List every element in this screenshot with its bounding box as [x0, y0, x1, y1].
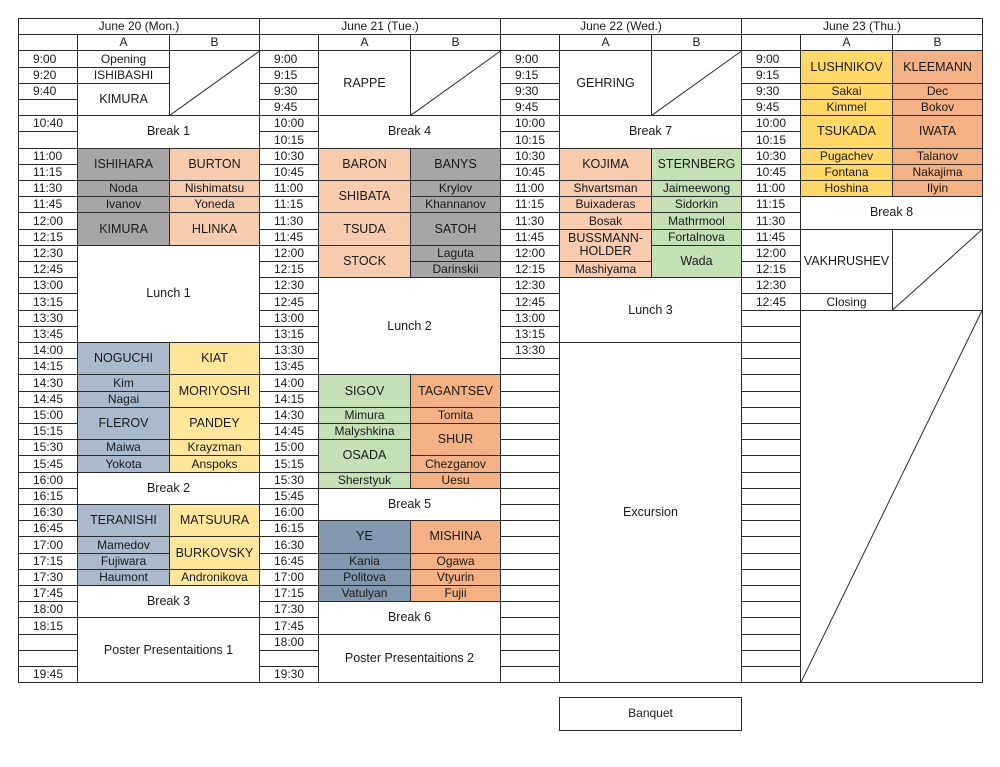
session-gehring: GEHRING [559, 50, 652, 116]
time-slot-empty [500, 634, 560, 651]
time-label: 16:30 [18, 504, 78, 521]
time-label: 13:00 [259, 310, 319, 327]
session-mashiyama: Mashiyama [559, 261, 652, 278]
session-shur: SHUR [410, 423, 501, 456]
time-label: 10:00 [741, 115, 801, 132]
day-header: June 22 (Wed.) [500, 18, 742, 35]
time-slot-empty [741, 374, 801, 391]
time-label: 17:15 [259, 585, 319, 602]
session-anspoks: Anspoks [169, 455, 260, 472]
time-label: 11:00 [18, 148, 78, 165]
time-label: 16:45 [259, 553, 319, 570]
time-label: 15:30 [18, 439, 78, 456]
session-iwata: IWATA [892, 115, 983, 148]
empty-slot [410, 50, 501, 116]
time-label: 13:00 [500, 310, 560, 327]
time-slot-empty [741, 536, 801, 553]
time-slot-empty [741, 472, 801, 489]
time-slot-empty [500, 553, 560, 570]
time-label: 12:45 [741, 293, 801, 310]
time-label: 9:15 [500, 67, 560, 84]
time-label: 10:00 [500, 115, 560, 132]
time-label: 11:15 [741, 196, 801, 213]
session-bussmann-holder: BUSSMANN- HOLDER [559, 229, 652, 262]
time-slot-empty [741, 310, 801, 327]
session-lunch-1: Lunch 1 [77, 245, 260, 343]
time-slot-empty [741, 326, 801, 343]
time-label: 9:00 [741, 50, 801, 67]
time-label: 14:45 [18, 391, 78, 408]
time-label: 11:15 [259, 196, 319, 213]
session-malyshkina: Malyshkina [318, 423, 411, 440]
time-label: 15:45 [18, 455, 78, 472]
session-shibata: SHIBATA [318, 180, 411, 213]
session-ishibashi: ISHIBASHI [77, 67, 170, 84]
time-slot-empty [741, 439, 801, 456]
time-label: 15:30 [259, 472, 319, 489]
session-break-2: Break 2 [77, 472, 260, 505]
time-label: 12:30 [500, 277, 560, 294]
time-label: 15:00 [18, 407, 78, 424]
time-slot-empty [500, 391, 560, 408]
session-lushnikov: LUSHNIKOV [800, 50, 893, 83]
session-ivanov: Ivanov [77, 196, 170, 213]
time-label: 9:45 [500, 99, 560, 116]
time-label: 11:45 [18, 196, 78, 213]
time-label: 12:30 [741, 277, 801, 294]
time-label: 18:00 [259, 634, 319, 651]
session-khannanov: Khannanov [410, 196, 501, 213]
session-opening: Opening [77, 50, 170, 67]
time-label: 13:30 [18, 310, 78, 327]
time-slot-empty [500, 585, 560, 602]
time-slot-empty [500, 488, 560, 505]
time-slot-empty [500, 650, 560, 667]
time-label: 10:30 [259, 148, 319, 165]
time-label: 18:00 [18, 601, 78, 618]
session-haumont: Haumont [77, 569, 170, 586]
time-label: 12:00 [259, 245, 319, 262]
time-label: 9:00 [259, 50, 319, 67]
time-label: 11:45 [500, 229, 560, 246]
time-label: 9:20 [18, 67, 78, 84]
time-label: 9:15 [741, 67, 801, 84]
time-label: 9:15 [259, 67, 319, 84]
session-sigov: SIGOV [318, 374, 411, 407]
session-mamedov: Mamedov [77, 536, 170, 553]
time-label: 12:00 [18, 212, 78, 229]
time-slot-empty [500, 407, 560, 424]
session-sternberg: STERNBERG [651, 148, 742, 181]
time-slot-empty [259, 650, 319, 667]
session-burton: BURTON [169, 148, 260, 181]
time-label: 11:30 [741, 212, 801, 229]
session-andronikova: Andronikova [169, 569, 260, 586]
time-label: 10:45 [259, 164, 319, 181]
session-break-4: Break 4 [318, 115, 501, 148]
session-politova: Politova [318, 569, 411, 586]
time-label: 9:30 [741, 83, 801, 100]
session-sidorkin: Sidorkin [651, 196, 742, 213]
time-label: 10:30 [500, 148, 560, 165]
time-label: 16:30 [259, 536, 319, 553]
time-column-header [18, 34, 78, 51]
time-label: 14:15 [259, 391, 319, 408]
session-buixaderas: Buixaderas [559, 196, 652, 213]
session-mishina: MISHINA [410, 520, 501, 553]
empty-slot [800, 310, 983, 684]
time-label: 17:00 [259, 569, 319, 586]
session-vtyurin: Vtyurin [410, 569, 501, 586]
time-column-header [741, 34, 801, 51]
session-lunch-3: Lunch 3 [559, 277, 742, 343]
time-label: 9:45 [259, 99, 319, 116]
session-kania: Kania [318, 553, 411, 570]
time-label: 11:30 [500, 212, 560, 229]
time-label: 9:40 [18, 83, 78, 100]
room-a-header: A [800, 34, 893, 51]
session-fortalnova: Fortalnova [651, 229, 742, 246]
session-tagantsev: TAGANTSEV [410, 374, 501, 407]
time-label: 14:15 [18, 358, 78, 375]
session-closing: Closing [800, 293, 893, 310]
session-noguchi: NOGUCHI [77, 342, 170, 375]
session-kleemann: KLEEMANN [892, 50, 983, 83]
session-rappe: RAPPE [318, 50, 411, 116]
time-label: 12:45 [500, 293, 560, 310]
time-slot-empty [18, 634, 78, 651]
session-nagai: Nagai [77, 391, 170, 408]
time-label: 12:30 [18, 245, 78, 262]
time-column-header [259, 34, 319, 51]
session-mimura: Mimura [318, 407, 411, 424]
session-vakhrushev: VAKHRUSHEV [800, 229, 893, 295]
time-slot-empty [741, 601, 801, 618]
session-tomita: Tomita [410, 407, 501, 424]
time-label: 12:15 [18, 229, 78, 246]
time-label: 11:00 [500, 180, 560, 197]
time-slot-empty [741, 569, 801, 586]
time-slot-empty [741, 504, 801, 521]
empty-slot [892, 229, 983, 311]
room-b-header: B [410, 34, 501, 51]
time-slot-empty [741, 634, 801, 651]
time-label: 11:30 [259, 212, 319, 229]
time-label: 11:00 [741, 180, 801, 197]
time-label: 16:00 [18, 472, 78, 489]
session-kimmel: Kimmel [800, 99, 893, 116]
session-maiwa: Maiwa [77, 439, 170, 456]
session-jaimeewong: Jaimeewong [651, 180, 742, 197]
time-label: 11:45 [741, 229, 801, 246]
time-label: 16:45 [18, 520, 78, 537]
session-bokov: Bokov [892, 99, 983, 116]
session-flerov: FLEROV [77, 407, 170, 440]
session-break-3: Break 3 [77, 585, 260, 618]
time-label: 10:00 [259, 115, 319, 132]
time-label: 13:30 [259, 342, 319, 359]
time-label: 11:15 [18, 164, 78, 181]
time-slot-empty [741, 553, 801, 570]
time-slot-empty [741, 585, 801, 602]
day-header: June 20 (Mon.) [18, 18, 260, 35]
time-label: 13:45 [259, 358, 319, 375]
time-label: 10:40 [18, 115, 78, 132]
time-slot-empty [741, 423, 801, 440]
time-label: 15:45 [259, 488, 319, 505]
time-label: 19:45 [18, 666, 78, 683]
session-lunch-2: Lunch 2 [318, 277, 501, 375]
time-slot-empty [741, 407, 801, 424]
room-b-header: B [651, 34, 742, 51]
time-label: 17:30 [18, 569, 78, 586]
session-teranishi: TERANISHI [77, 504, 170, 537]
time-label: 17:45 [259, 617, 319, 634]
time-slot-empty [500, 358, 560, 375]
time-label: 12:15 [741, 261, 801, 278]
time-slot-empty [500, 569, 560, 586]
session-pandey: PANDEY [169, 407, 260, 440]
session-nakajima: Nakajima [892, 164, 983, 181]
time-slot-empty [500, 504, 560, 521]
session-poster-presentaitions-1: Poster Presentaitions 1 [77, 617, 260, 683]
session-darinskii: Darinskii [410, 261, 501, 278]
time-slot-empty [18, 131, 78, 148]
session-yoneda: Yoneda [169, 196, 260, 213]
session-yokota: Yokota [77, 455, 170, 472]
time-slot-empty [741, 666, 801, 683]
time-label: 11:15 [500, 196, 560, 213]
time-label: 12:15 [259, 261, 319, 278]
time-label: 14:45 [259, 423, 319, 440]
time-label: 10:15 [259, 131, 319, 148]
time-label: 10:45 [500, 164, 560, 181]
time-label: 19:30 [259, 666, 319, 683]
session-satoh: SATOH [410, 212, 501, 245]
time-label: 14:00 [259, 374, 319, 391]
room-a-header: A [559, 34, 652, 51]
time-slot-empty [741, 455, 801, 472]
time-slot-empty [500, 536, 560, 553]
session-chezganov: Chezganov [410, 455, 501, 472]
time-label: 13:30 [500, 342, 560, 359]
session-banys: BANYS [410, 148, 501, 181]
session-bosak: Bosak [559, 212, 652, 229]
time-label: 16:00 [259, 504, 319, 521]
session-mathrmool: Mathrmool [651, 212, 742, 229]
time-label: 10:15 [741, 131, 801, 148]
time-slot-empty [741, 342, 801, 359]
time-label: 14:30 [18, 374, 78, 391]
time-label: 12:30 [259, 277, 319, 294]
time-label: 17:45 [18, 585, 78, 602]
session-tsukada: TSUKADA [800, 115, 893, 148]
time-label: 13:15 [500, 326, 560, 343]
time-label: 18:15 [18, 617, 78, 634]
time-label: 16:15 [259, 520, 319, 537]
session-fujiwara: Fujiwara [77, 553, 170, 570]
session-break-8: Break 8 [800, 196, 983, 229]
session-tsuda: TSUDA [318, 212, 411, 245]
session-pugachev: Pugachev [800, 148, 893, 165]
room-b-header: B [892, 34, 983, 51]
session-hoshina: Hoshina [800, 180, 893, 197]
time-slot-empty [741, 520, 801, 537]
time-label: 10:15 [500, 131, 560, 148]
time-label: 13:15 [18, 293, 78, 310]
session-break-7: Break 7 [559, 115, 742, 148]
session-wada: Wada [651, 245, 742, 278]
time-label: 15:00 [259, 439, 319, 456]
session-ye: YE [318, 520, 411, 553]
time-label: 10:30 [741, 148, 801, 165]
session-osada: OSADA [318, 439, 411, 472]
time-label: 17:15 [18, 553, 78, 570]
session-ishihara: ISHIHARA [77, 148, 170, 181]
session-dec: Dec [892, 83, 983, 100]
time-label: 11:30 [18, 180, 78, 197]
session-moriyoshi: MORIYOSHI [169, 374, 260, 407]
session-stock: STOCK [318, 245, 411, 278]
room-a-header: A [77, 34, 170, 51]
time-label: 9:00 [18, 50, 78, 67]
time-slot-empty [500, 601, 560, 618]
banquet: Banquet [559, 697, 742, 731]
time-slot-empty [500, 423, 560, 440]
time-label: 12:45 [18, 261, 78, 278]
time-label: 13:15 [259, 326, 319, 343]
time-slot-empty [741, 617, 801, 634]
time-slot-empty [741, 358, 801, 375]
time-slot-empty [500, 439, 560, 456]
session-break-5: Break 5 [318, 488, 501, 521]
session-kim: Kim [77, 374, 170, 391]
time-slot-empty [500, 666, 560, 683]
session-fujii: Fujii [410, 585, 501, 602]
session-matsuura: MATSUURA [169, 504, 260, 537]
session-vatulyan: Vatulyan [318, 585, 411, 602]
session-noda: Noda [77, 180, 170, 197]
day-header: June 21 (Tue.) [259, 18, 501, 35]
time-slot-empty [500, 374, 560, 391]
time-label: 16:15 [18, 488, 78, 505]
day-header: June 23 (Thu.) [741, 18, 983, 35]
session-kiat: KIAT [169, 342, 260, 375]
session-kimura: KIMURA [77, 212, 170, 245]
time-label: 17:00 [18, 536, 78, 553]
session-talanov: Talanov [892, 148, 983, 165]
time-label: 12:15 [500, 261, 560, 278]
session-laguta: Laguta [410, 245, 501, 262]
time-slot-empty [500, 472, 560, 489]
session-ogawa: Ogawa [410, 553, 501, 570]
empty-slot [651, 50, 742, 116]
time-slot-empty [18, 650, 78, 667]
time-slot-empty [741, 488, 801, 505]
room-b-header: B [169, 34, 260, 51]
time-label: 9:00 [500, 50, 560, 67]
room-a-header: A [318, 34, 411, 51]
time-column-header [500, 34, 560, 51]
time-label: 15:15 [18, 423, 78, 440]
time-slot-empty [18, 99, 78, 116]
session-nishimatsu: Nishimatsu [169, 180, 260, 197]
session-ilyin: Ilyin [892, 180, 983, 197]
time-label: 9:45 [741, 99, 801, 116]
session-baron: BARON [318, 148, 411, 181]
time-label: 9:30 [259, 83, 319, 100]
session-burkovsky: BURKOVSKY [169, 536, 260, 569]
session-break-1: Break 1 [77, 115, 260, 148]
time-slot-empty [500, 455, 560, 472]
time-label: 17:30 [259, 601, 319, 618]
session-fontana: Fontana [800, 164, 893, 181]
session-poster-presentaitions-2: Poster Presentaitions 2 [318, 634, 501, 684]
session-sakai: Sakai [800, 83, 893, 100]
time-slot-empty [741, 650, 801, 667]
time-label: 14:30 [259, 407, 319, 424]
time-label: 13:45 [18, 326, 78, 343]
time-label: 11:00 [259, 180, 319, 197]
session-krylov: Krylov [410, 180, 501, 197]
time-label: 12:45 [259, 293, 319, 310]
time-label: 10:45 [741, 164, 801, 181]
time-label: 14:00 [18, 342, 78, 359]
session-break-6: Break 6 [318, 601, 501, 634]
session-krayzman: Krayzman [169, 439, 260, 456]
session-uesu: Uesu [410, 472, 501, 489]
session-sherstyuk: Sherstyuk [318, 472, 411, 489]
time-slot-empty [500, 520, 560, 537]
time-label: 11:45 [259, 229, 319, 246]
time-slot-empty [741, 391, 801, 408]
time-label: 9:30 [500, 83, 560, 100]
time-label: 13:00 [18, 277, 78, 294]
time-label: 12:00 [500, 245, 560, 262]
session-hlinka: HLINKA [169, 212, 260, 245]
empty-slot [169, 50, 260, 116]
time-label: 12:00 [741, 245, 801, 262]
session-excursion: Excursion [559, 342, 742, 683]
session-kojima: KOJIMA [559, 148, 652, 181]
time-label: 15:15 [259, 455, 319, 472]
session-shvartsman: Shvartsman [559, 180, 652, 197]
time-slot-empty [500, 617, 560, 634]
session-kimura: KIMURA [77, 83, 170, 116]
